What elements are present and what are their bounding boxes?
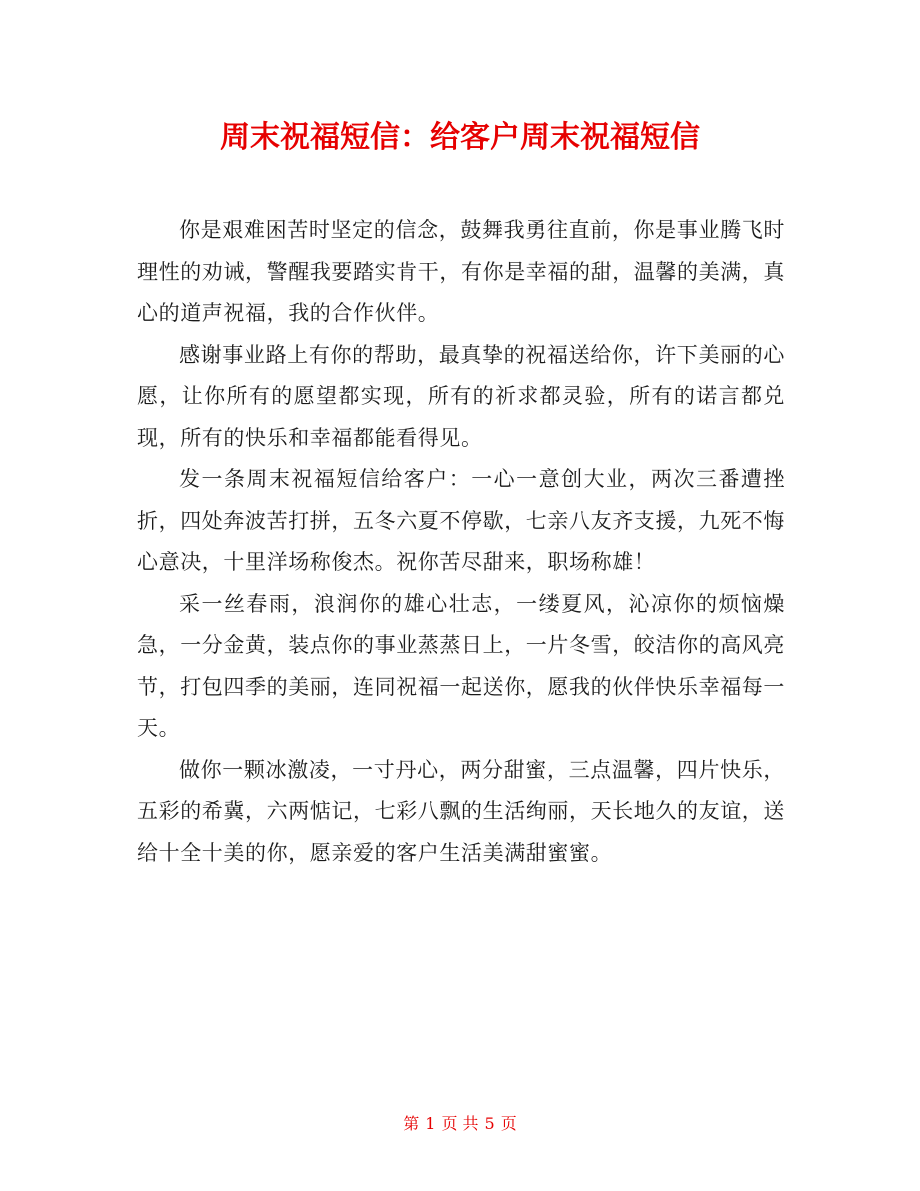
document-body bbox=[137, 210, 785, 874]
footer-prefix: 第 bbox=[403, 1114, 420, 1133]
page-footer bbox=[0, 1112, 920, 1136]
paragraph-5: 做你一颗冰激凌，一寸丹心，两分甜蜜，三点温馨，四片快乐，五彩的希冀，六两惦记，七彩八飘的生活绚丽，天长地久的友谊，送给十全十美的你，愿亲爱的客户生活美满甜蜜蜜。 bbox=[137, 757, 785, 865]
footer-page-current: 1 bbox=[425, 1114, 436, 1133]
paragraph-1: 你是艰难困苦时坚定的信念，鼓舞我勇往直前，你是事业腾飞时理性的劝诫，警醒我要踏实肯干，有你是幸福的甜，温馨的美满，真心的道声祝福，我的合作伙伴。 bbox=[137, 218, 785, 325]
footer-suffix: 页 bbox=[500, 1114, 517, 1133]
footer-mid: 页 共 bbox=[441, 1114, 479, 1133]
paragraph-2: 感谢事业路上有你的帮助，最真挚的祝福送给你，许下美丽的心愿，让你所有的愿望都实现，所有的祈求都灵验，所有的诺言都兑现，所有的快乐和幸福都能看得见。 bbox=[137, 342, 785, 450]
paragraph-4: 采一丝春雨，浪润你的雄心壮志，一缕夏风，沁凉你的烦恼燥急，一分金黄，装点你的事业蒸蒸日上，一片冬雪，皎洁你的高风亮节，打包四季的美丽，连同祝福一起送你，愿我的伙伴快乐幸福每一天。 bbox=[137, 591, 785, 740]
document-title: 周末祝福短信：给客户周末祝福短信 bbox=[220, 120, 700, 155]
footer-page-total: 5 bbox=[484, 1114, 495, 1133]
paragraph-3: 发一条周末祝福短信给客户：一心一意创大业，两次三番遭挫折，四处奔波苦打拼，五冬六夏不停歇，七亲八友齐支援，九死不悔心意决，十里洋场称俊杰。祝你苦尽甜来，职场称雄！ bbox=[137, 467, 785, 574]
